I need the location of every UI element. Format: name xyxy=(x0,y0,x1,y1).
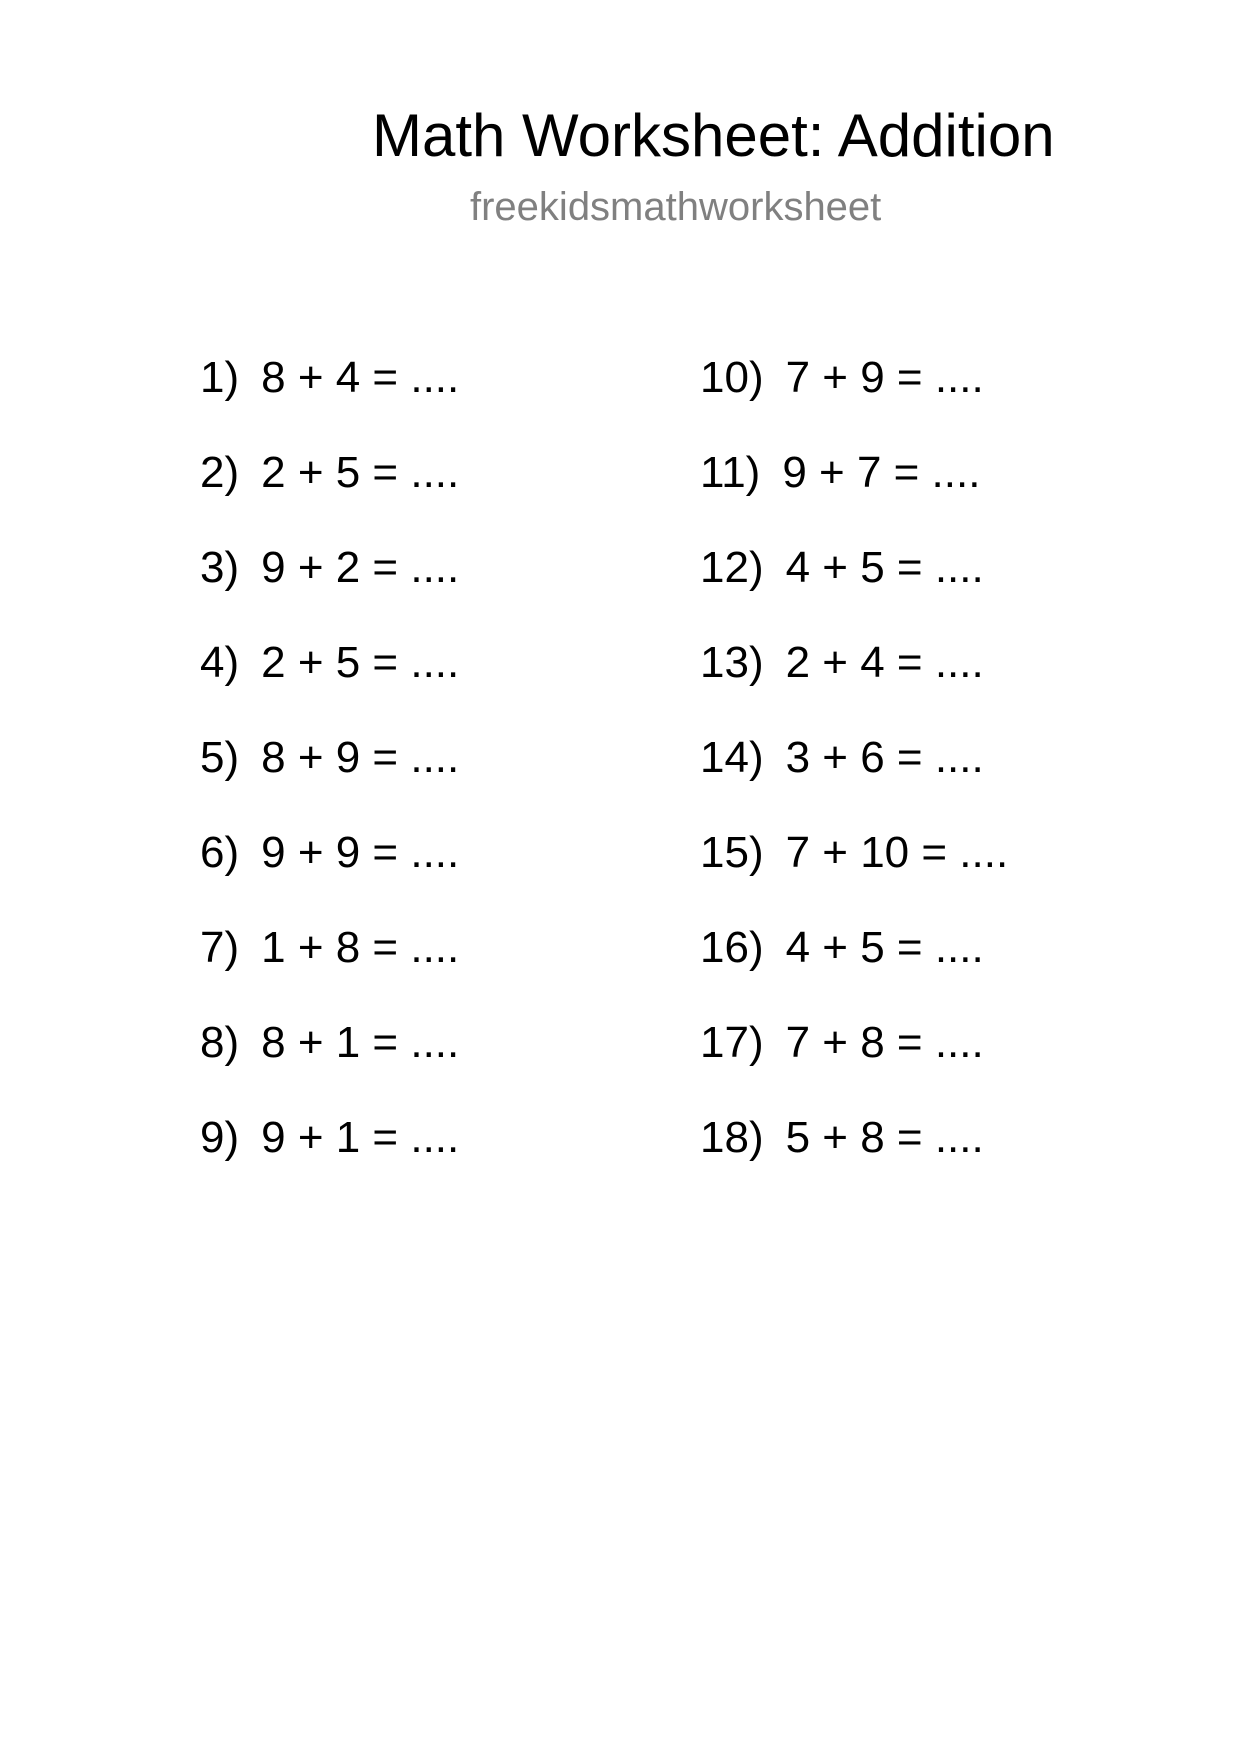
problem-item xyxy=(200,635,660,730)
problem-expression: 9 + 9 = .... xyxy=(261,828,460,877)
problem-expression: 1 + 8 = .... xyxy=(261,923,460,972)
problem-item xyxy=(200,540,660,635)
problem-expression: 9 + 2 = .... xyxy=(261,543,460,592)
problem-number: 14) xyxy=(700,733,764,782)
problem-expression: 9 + 7 = .... xyxy=(782,448,981,497)
problem-expression: 3 + 6 = .... xyxy=(785,733,984,782)
problem-number: 8) xyxy=(200,1018,240,1067)
problem-item xyxy=(700,825,1160,920)
problems-column-left xyxy=(200,350,660,1205)
problem-item xyxy=(200,445,660,540)
problem-expression: 2 + 5 = .... xyxy=(261,448,460,497)
problem-expression: 7 + 9 = .... xyxy=(785,353,984,402)
problem-expression: 4 + 5 = .... xyxy=(785,543,984,592)
problem-item xyxy=(700,730,1160,825)
problem-expression: 2 + 5 = .... xyxy=(261,638,460,687)
page-subtitle: freekidsmathworksheet xyxy=(470,185,882,229)
problem-expression: 8 + 9 = .... xyxy=(261,733,460,782)
problem-expression: 9 + 1 = .... xyxy=(261,1113,460,1162)
problem-number: 13) xyxy=(700,638,764,687)
problem-expression: 8 + 1 = .... xyxy=(261,1018,460,1067)
problem-number: 18) xyxy=(700,1113,764,1162)
problem-number: 6) xyxy=(200,828,240,877)
problem-item xyxy=(200,730,660,825)
problem-number: 4) xyxy=(200,638,240,687)
problem-expression: 8 + 4 = .... xyxy=(261,353,460,402)
problem-item xyxy=(700,540,1160,635)
problem-item xyxy=(200,1110,660,1205)
problem-item xyxy=(700,445,1160,540)
problem-item xyxy=(200,350,660,445)
problem-item xyxy=(700,350,1160,445)
problem-item xyxy=(200,920,660,1015)
problem-number: 12) xyxy=(700,543,764,592)
problem-item xyxy=(700,920,1160,1015)
problem-expression: 7 + 10 = .... xyxy=(785,828,1009,877)
problem-expression: 7 + 8 = .... xyxy=(785,1018,984,1067)
problem-number: 3) xyxy=(200,543,240,592)
problem-number: 15) xyxy=(700,828,764,877)
problem-item xyxy=(700,1015,1160,1110)
problem-expression: 5 + 8 = .... xyxy=(785,1113,984,1162)
problem-number: 10) xyxy=(700,353,764,402)
problem-number: 2) xyxy=(200,448,240,497)
problem-item xyxy=(700,635,1160,730)
problem-number: 1) xyxy=(200,353,240,402)
page-title: Math Worksheet: Addition xyxy=(372,102,1055,169)
problem-number: 5) xyxy=(200,733,240,782)
problem-item xyxy=(700,1110,1160,1205)
problem-number: 9) xyxy=(200,1113,240,1162)
problem-item xyxy=(200,825,660,920)
problem-number: 7) xyxy=(200,923,240,972)
problems-column-right xyxy=(700,350,1160,1205)
problem-expression: 2 + 4 = .... xyxy=(785,638,984,687)
problem-number: 17) xyxy=(700,1018,764,1067)
problem-item xyxy=(200,1015,660,1110)
problem-number: 11) xyxy=(700,448,761,497)
problem-number: 16) xyxy=(700,923,764,972)
problem-expression: 4 + 5 = .... xyxy=(785,923,984,972)
